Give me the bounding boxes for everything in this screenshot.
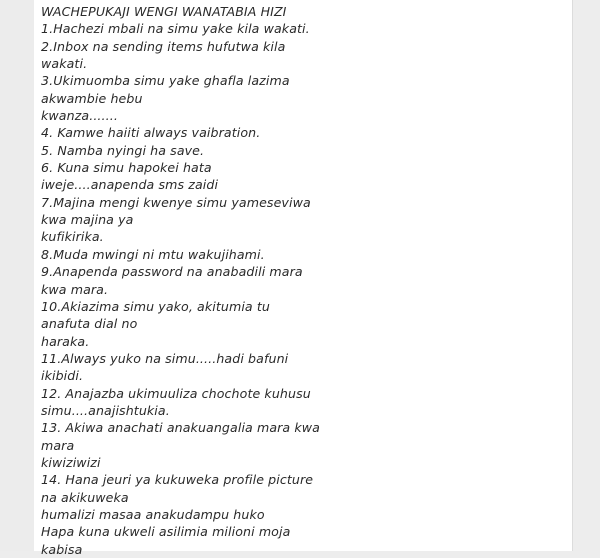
post-line-20: 11.Always yuko na simu.....hadi bafuni <box>41 350 289 366</box>
post-line-9: 6. Kuna simu hapokei hata <box>41 160 212 176</box>
post-line-18: anafuta dial no <box>41 316 138 332</box>
post-line-7: 4. Kamwe haiiti always vaibration. <box>41 125 261 141</box>
post-line-28: na akikuweka <box>41 489 129 505</box>
post-line-12: kwa majina ya <box>41 212 134 228</box>
post-line-27: 14. Hana jeuri ya kukuweka profile picture <box>41 472 314 488</box>
post-line-1: 1.Hachezi mbali na simu yake kila wakati. <box>41 21 310 37</box>
post-line-17: 10.Akiazima simu yako, akitumia tu <box>41 298 270 314</box>
post-text <box>41 3 566 558</box>
post-line-19: haraka. <box>41 333 90 349</box>
post-line-31: kabisa <box>41 541 83 557</box>
post-title: WACHEPUKAJI WENGI WANATABIA HIZI <box>41 4 287 19</box>
post-line-13: kufikirika. <box>41 229 104 245</box>
post-line-3: wakati. <box>41 56 88 72</box>
post-line-4: 3.Ukimuomba simu yake ghafla lazima <box>41 73 290 89</box>
post-line-30: Hapa kuna ukweli asilimia milioni moja <box>41 524 291 540</box>
post-card <box>34 0 573 557</box>
post-line-24: 13. Akiwa anachati anakuangalia mara kwa <box>41 420 320 436</box>
left-gutter <box>0 0 34 551</box>
post-line-29: humalizi masaa anakudampu huko <box>41 506 265 522</box>
post-line-21: ikibidi. <box>41 368 84 384</box>
post-line-25: mara <box>41 437 75 453</box>
post-line-8: 5. Namba nyingi ha save. <box>41 142 205 158</box>
post-line-26: kiwiziwizi <box>41 454 101 470</box>
post-line-16: kwa mara. <box>41 281 109 297</box>
post-line-2: 2.Inbox na sending items hufutwa kila <box>41 38 286 54</box>
post-line-15: 9.Anapenda password na anabadili mara <box>41 264 303 280</box>
post-line-23: simu....anajishtukia. <box>41 402 170 418</box>
post-line-14: 8.Muda mwingi ni mtu wakujihami. <box>41 246 265 262</box>
post-line-22: 12. Anajazba ukimuuliza chochote kuhusu <box>41 385 311 401</box>
post-line-5: akwambie hebu <box>41 90 143 106</box>
post-line-10: iweje....anapenda sms zaidi <box>41 177 219 193</box>
post-line-11: 7.Majina mengi kwenye simu yameseviwa <box>41 194 311 210</box>
post-line-6: kwanza....... <box>41 108 118 124</box>
right-gutter <box>573 0 600 551</box>
